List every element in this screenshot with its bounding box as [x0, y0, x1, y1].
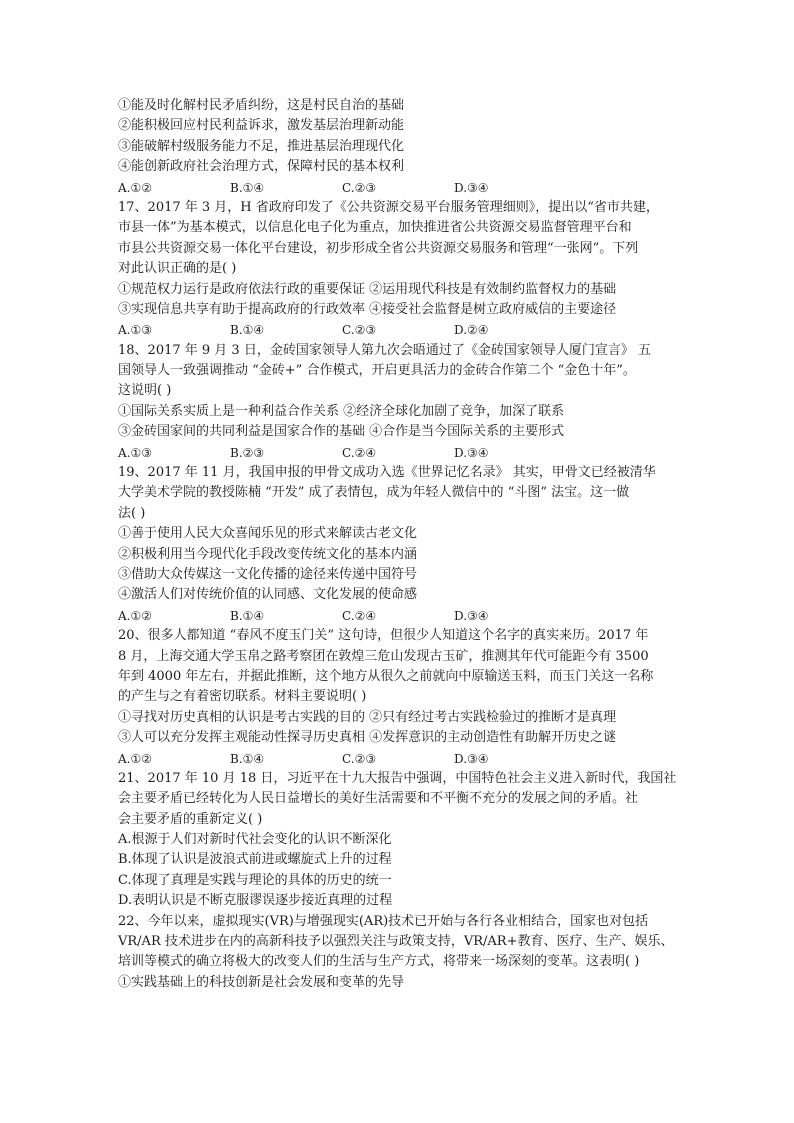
question-stem-line: 会主要矛盾的重新定义( ) [118, 811, 263, 827]
option-a: A.①③ [118, 445, 152, 460]
question-stem-line: VR/AR 技术进步在内的高新科技予以强烈关注与政策支持，VR/AR+教育、医疗、生产、娱乐、 [118, 934, 674, 950]
option-c: C.②④ [342, 445, 377, 460]
option-d: D.③④ [454, 180, 489, 195]
question-stem-line: 20、很多人都知道 “春风不度玉门关” 这句诗，但很少人知道这个名字的真实来历。2017 年 [118, 628, 649, 644]
option-d: D.③④ [454, 751, 489, 766]
answer-options [118, 749, 678, 769]
choice-statement: ④激活人们对传统价值的认同感、文化发展的使命感 [118, 587, 418, 603]
choice-statement: ④能创新政府社会治理方式，保障村民的基本权利 [118, 159, 405, 175]
answer-options [118, 606, 678, 626]
question-stem-line: 21、2017 年 10 月 18 日，习近平在十九大报告中强调，中国特色社会主义进入新时代，我国社 [118, 770, 677, 786]
choice-option-a: A.根源于人们对新时代社会变化的认识不断深化 [118, 832, 392, 848]
page-content [118, 96, 678, 993]
question-stem-line: 年到 4000 年左右，并据此推断，这个地方从很久之前就向中原输送玉料，而玉门关这一名称 [118, 668, 654, 684]
question-22 [118, 912, 678, 994]
choice-statement: ①规范权力运行是政府依法行政的重要保证 ②运用现代科技是有效制约监督权力的基础 [118, 281, 617, 297]
choice-statement: ①实践基础上的科技创新是社会发展和变革的先导 [118, 974, 405, 990]
question-stem-line: 22、今年以来，虚拟现实(VR)与增强现实(AR)技术已开始与各行各业相结合，国家也对包括 [118, 913, 649, 929]
question-stem-line: 18、2017 年 9 月 3 日，金砖国家领导人第九次会晤通过了《金砖国家领导人厦门宣言》 五 [118, 342, 651, 358]
choice-statement: ①能及时化解村民矛盾纠纷，这是村民自治的基础 [118, 98, 405, 113]
question-stem-line: 市县一体”为基本模式，以信息化电子化为重点，加快推进省公共资源交易监督管理平台和 [118, 220, 632, 236]
question-20 [118, 626, 678, 769]
option-c: C.②④ [342, 608, 377, 623]
question-stem-line: 法( ) [118, 505, 146, 521]
choice-statement: ③能破解村级服务能力不足，推进基层治理现代化 [118, 138, 405, 154]
option-a: A.①② [118, 180, 152, 195]
question-19 [118, 463, 678, 626]
option-a: A.①② [118, 751, 152, 766]
question-stem-line: 这说明( ) [118, 383, 172, 399]
option-a: A.①② [118, 608, 152, 623]
choice-statement: ③借助大众传媒这一文化传播的途径来传递中国符号 [118, 566, 418, 582]
question-stem-line: 大学美术学院的教授陈楠 “开发” 成了表情包，成为年轻人微信中的 “斗图” 法宝。这一做 [118, 485, 630, 501]
choice-option-c: C.体现了真理是实践与理论的具体的历史的统一 [118, 872, 392, 888]
option-a: A.①③ [118, 323, 152, 338]
question-stem-line: 国领导人一致强调推动 “金砖+” 合作模式，开启更具活力的金砖合作第二个 “金色十年”。 [118, 363, 636, 379]
choice-statement: ②能积极回应村民利益诉求，激发基层治理新动能 [118, 118, 405, 134]
option-d: D.③④ [454, 608, 489, 623]
question-stem-line: 对此认识正确的是( ) [118, 261, 237, 277]
option-b: B.①④ [230, 751, 265, 766]
question-17 [118, 198, 678, 341]
option-b: B.①④ [230, 323, 265, 338]
option-c: C.②③ [342, 180, 377, 195]
question-stem-line: 17、2017 年 3 月，H 省政府印发了《公共资源交易平台服务管理细则》，提出以“省市共建， [118, 199, 659, 215]
question-stem-line: 培训等模式的确立将极大的改变人们的生活与生产方式，将带来一场深刻的变革。这表明( ) [118, 954, 640, 970]
choice-option-b: B.体现了认识是波浪式前进或螺旋式上升的过程 [118, 852, 392, 868]
question-stem-line: 8 月，上海交通大学玉帛之路考察团在敦煌三危山发现古玉矿，推测其年代可能距今有 3500 [118, 648, 649, 664]
question-21 [118, 769, 678, 912]
choice-statement: ③金砖国家间的共同利益是国家合作的基础 ④合作是当今国际关系的主要形式 [118, 424, 565, 440]
choice-statement: ①国际关系实质上是一种利益合作关系 ②经济全球化加剧了竞争，加深了联系 [118, 403, 565, 419]
answer-options [118, 178, 678, 198]
question-stem-line: 会主要矛盾已经转化为人民日益增长的美好生活需要和不平衡不充分的发展之间的矛盾。社 [118, 791, 639, 807]
answer-options [118, 443, 678, 463]
option-c: C.②③ [342, 323, 377, 338]
option-d: D.③④ [454, 445, 489, 460]
choice-statement: ③人可以充分发挥主观能动性探寻历史真相 ④发挥意识的主动创造性有助解开历史之谜 [118, 730, 617, 746]
option-c: C.②③ [342, 751, 377, 766]
choice-option-d: D.表明认识是不断克服谬误逐步接近真理的过程 [118, 893, 393, 909]
option-b: B.①④ [230, 608, 265, 623]
question-stem-line: 市县公共资源交易一体化平台建设，初步形成全省公共资源交易服务和管理“一张网”。下列 [118, 240, 639, 256]
choice-statement: ②积极利用当今现代化手段改变传统文化的基本内涵 [118, 546, 418, 562]
option-d: D.②④ [454, 323, 489, 338]
question-stem-line: 的产生与之有着密切联系。材料主要说明( ) [118, 689, 367, 705]
option-b: B.②③ [230, 445, 265, 460]
question-18 [118, 341, 678, 463]
choice-statement: ③实现信息共享有助于提高政府的行政效率 ④接受社会监督是树立政府威信的主要途径 [118, 301, 617, 317]
question-16-tail [118, 96, 678, 198]
option-b: B.①④ [230, 180, 265, 195]
choice-statement: ①善于使用人民大众喜闻乐见的形式来解读古老文化 [118, 526, 418, 542]
choice-statement: ①寻找对历史真相的认识是考古实践的目的 ②只有经过考古实践检验过的推断才是真理 [118, 709, 617, 725]
question-stem-line: 19、2017 年 11 月，我国申报的甲骨文成功入选《世界记忆名录》 其实，甲骨文已经被清华 [118, 465, 656, 481]
answer-options [118, 320, 678, 340]
